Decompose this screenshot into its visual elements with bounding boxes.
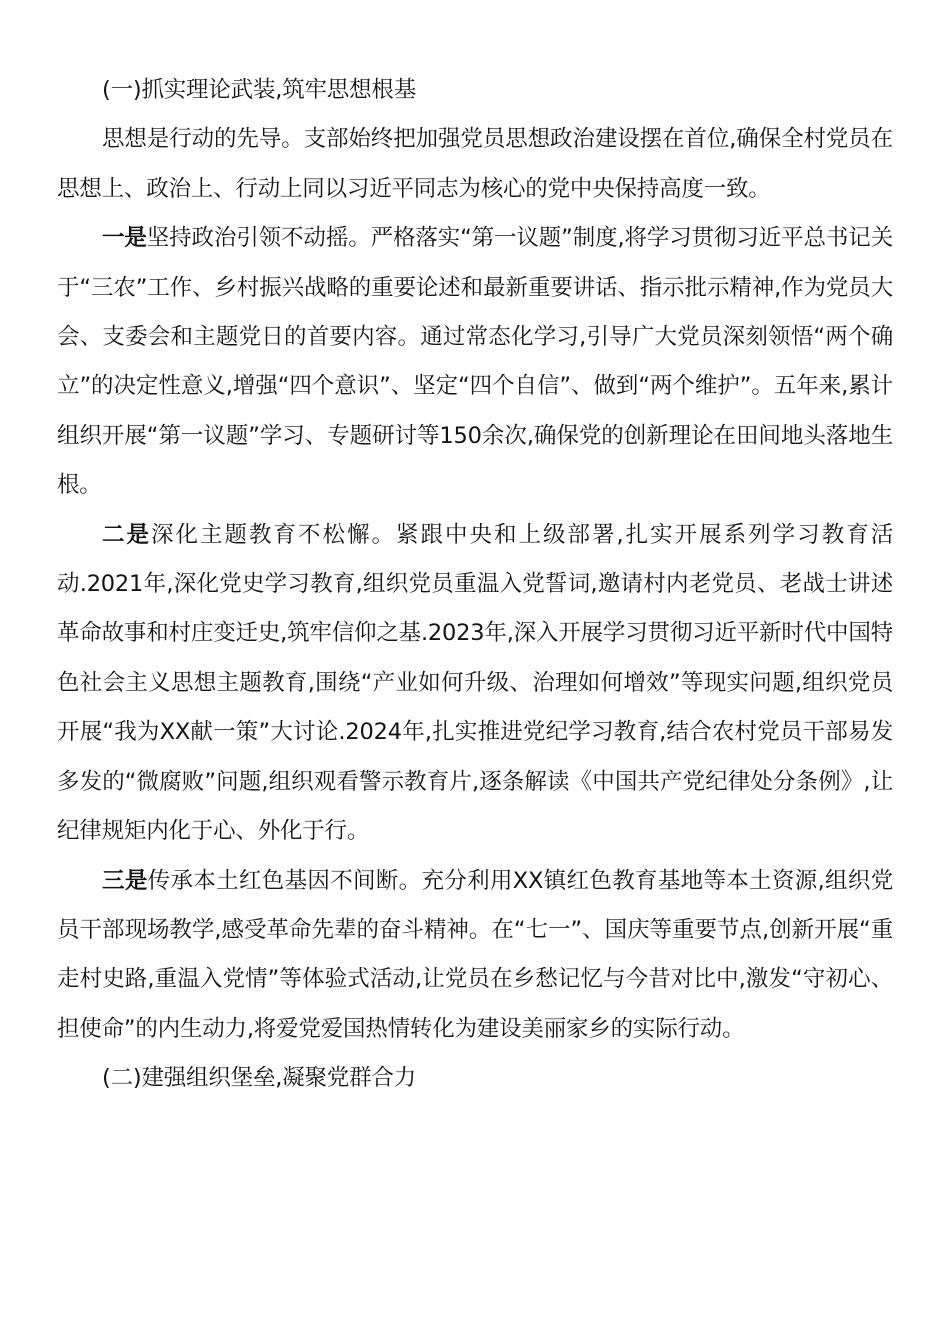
point-text-1: 坚持政治引领不动摇。严格落实“第一议题”制度,将学习贯彻习近平总书记关于“三农”工作、乡村振兴战略的重要论述和最新重要讲话、指示批示精神,作为党员大会、支委会和主题党日的首要内容。通过常态化学习,引导广大党员深刻领悟“两个确立”的决定性意义,增强“四个意识”、坚定“四个自信”、做到“两个维护”。五年来,累计组织开展“第一议题”学习、专题研讨等150余次,确保党的创新理论在田间地头落地生根。 bbox=[57, 225, 893, 499]
section-heading-2: (二)建强组织堡垒,凝聚党群合力 bbox=[102, 1065, 417, 1092]
document-body bbox=[57, 66, 893, 1104]
point-paragraph-3 bbox=[57, 857, 893, 1055]
point-lead-2: 二是 bbox=[102, 521, 152, 548]
section-heading-1: (一)抓实理论武装,筑牢思想根基 bbox=[102, 77, 417, 103]
intro-paragraph: 思想是行动的先导。支部始终把加强党员思想政治建设摆在首位,确保全村党员在思想上、政治上、行动上同以习近平同志为核心的党中央保持高度一致。 bbox=[57, 126, 893, 202]
point-paragraph-2 bbox=[57, 511, 893, 857]
point-text-3: 传承本土红色基因不间断。充分利用XX镇红色教育基地等本土资源,组织党员干部现场教学,感受革命先辈的奋斗精神。在“七一”、国庆等重要节点,创新开展“重走村史路,重温入党情”等体验式活动,让党员在乡愁记忆与今昔对比中,激发“守初心、担使命”的内生动力,将爱党爱国热情转化为建设美丽家乡的实际行动。 bbox=[57, 867, 893, 1042]
point-lead-3: 三是 bbox=[102, 867, 148, 894]
point-lead-1: 一是 bbox=[102, 225, 147, 252]
point-text-2: 深化主题教育不松懈。紧跟中央和上级部署,扎实开展系列学习教育活动.2021年,深化党史学习教育,组织党员重温入党誓词,邀请村内老党员、老战士讲述革命故事和村庄变迁史,筑牢信仰之基.2023年,深入开展学习贯彻习近平新时代中国特色社会主义思想主题教育,围绕“产业如何升级、治理如何增效”等现实问题,组织党员开展“我为XX献一策”大讨论.2024年,扎实推进党纪学习教育,结合农村党员干部易发多发的“微腐败”问题,组织观看警示教育片,逐条解读《中国共产党纪律处分条例》,让纪律规矩内化于心、外化于行。 bbox=[57, 521, 893, 845]
point-paragraph-1 bbox=[57, 214, 893, 510]
